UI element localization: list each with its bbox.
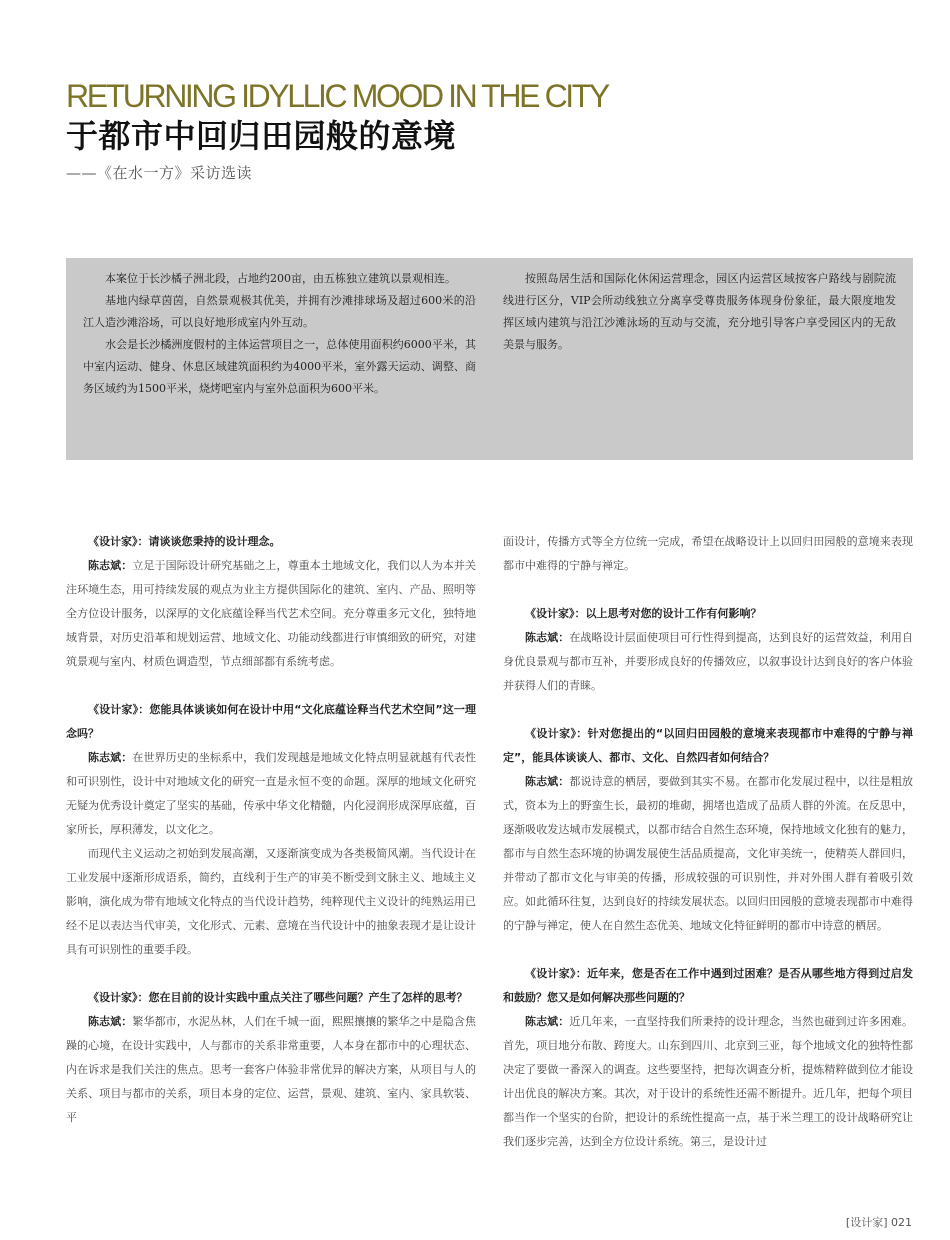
article-column-right: [503, 530, 913, 1154]
interview-answer-continued: 面设计，传播方式等全方位统一完成，希望在战略设计上以回归田园般的意境来表现都市中难得的宁静与禅定。: [503, 535, 913, 572]
intro-paragraph: 按照岛居生活和国际化休闲运营理念，园区内运营区域按客户路线与剧院流线进行区分，VIP会所动线独立分离享受尊贵服务体现身份象征，最大限度地发挥区域内建筑与沿江沙滩泳场的互动与交流，充分地引导客户享受园区内的无敌美景与服务。: [503, 272, 896, 351]
speaker-label: 陈志斌：: [88, 1015, 133, 1028]
page-footer: [846, 1214, 912, 1230]
title-english: RETURNING IDYLLIC MOOD IN THE CITY: [66, 78, 608, 114]
magazine-name: [设计家]: [845, 1216, 888, 1229]
speaker-label: 陈志斌：: [88, 751, 133, 764]
intro-column-left: [83, 268, 476, 400]
interview-answer: 陈志斌：在世界历史的坐标系中，我们发现越是地域文化特点明显就越有代表性和可识别性，设计中对地域文化的研究一直是永恒不变的命题。深厚的地域文化研究无疑为优秀设计奠定了坚实的基础，传承中华文化精髓，内化浸润形成深厚底蕴，百家所长，厚积薄发，以文化之。: [66, 751, 477, 836]
interview-question: 《设计家》：针对您提出的“以回归田园般的意境来表现都市中难得的宁静与禅定”，能具体谈谈人、都市、文化、自然四者如何结合？: [503, 727, 913, 764]
intro-paragraph: 水会是长沙橘洲度假村的主体运营项目之一，总体使用面积约6000平米，其中室内运动、健身、休息区域建筑面积约为4000平米，室外露天运动、调整、商务区域约为1500平米，烧烤吧室内与室外总面积为600平米。: [83, 338, 476, 395]
interview-answer: 陈志斌：近几年来，一直坚持我们所秉持的设计理念，当然也碰到过许多困难。首先，项目地分布散、跨度大。山东到四川、北京到三亚，每个地域文化的独特性都决定了要做一番深入的调查。这些要坚持，把每次调查分析，提炼精粹做到位才能设计出优良的解决方案。其次，对于设计的系统性还需不断提升。近几年，把每个项目都当作一个坚实的台阶，把设计的系统性提高一点，基于米兰理工的设计战略研究让我们逐步完善，达到全方位设计系统。第三，是设计过: [503, 1015, 914, 1148]
title-chinese: 于都市中回归田园般的意境: [66, 117, 457, 155]
speaker-label: 陈志斌：: [88, 559, 133, 572]
intro-paragraph: 本案位于长沙橘子洲北段，占地约200亩，由五栋独立建筑以景观相连。: [105, 272, 456, 285]
page-number: 021: [891, 1216, 912, 1229]
interview-answer: 陈志斌：立足于国际设计研究基础之上，尊重本土地域文化，我们以人为本并关注环境生态，用可持续发展的观点为业主方提供国际化的建筑、室内、产品、照明等全方位设计服务，以深厚的文化底蕴诠释当代艺术空间。充分尊重多元文化，独特地域背景，对历史沿革和规划运营、地域文化、功能动线都进行审慎细致的研究，对建筑景观与室内、材质色调造型，节点细部都有系统考虑。: [66, 559, 477, 668]
speaker-label: 陈志斌：: [525, 775, 570, 788]
interview-answer: 陈志斌：都说诗意的栖居，要做到其实不易。在都市化发展过程中，以往是粗放式，资本为上的野蛮生长，最初的堆砌，拥堵也造成了品质人群的外流。在反思中，逐渐吸收发达城市发展模式，以都市结合自然生态环境，保持地域文化独有的魅力，都市与自然生态环境的协调发展使生活品质提高，文化审美统一，使精英人群回归，并带动了都市文化与审美的传播，形成较强的可识别性，并对外围人群有着吸引效应。如此循环往复，达到良好的持续发展状态。以回归田园般的意境表现都市中难得的宁静与禅定，使人在自然生态优美、地域文化特征鲜明的都市中诗意的栖居。: [503, 775, 914, 932]
interview-answer: 陈志斌：繁华都市，水泥丛林，人们在千城一面，熙熙攘攘的繁华之中是隐含焦躁的心境，在设计实践中，人与都市的关系非常重要，人本身在都市中的心理状态、内在诉求是我们关注的焦点。思考一套客户体验非常优异的解决方案，从项目与人的关系、项目与都市的关系，项目本身的定位、运营，景观、建筑、室内、家具软装、平: [66, 1015, 477, 1124]
interview-question: 《设计家》：以上思考对您的设计工作有何影响？: [525, 607, 762, 620]
interview-question: 《设计家》：您能具体谈谈如何在设计中用“文化底蕴诠释当代艺术空间”这一理念吗？: [66, 703, 476, 740]
interview-answer: 陈志斌：在战略设计层面使项目可行性得到提高，达到良好的运营效益，利用自身优良景观与都市互补，并要形成良好的传播效应，以叙事设计达到良好的客户体验并获得人们的青睐。: [503, 631, 914, 692]
interview-question: 《设计家》：请谈谈您秉持的设计理念。: [88, 535, 281, 548]
interview-answer: 而现代主义运动之初始到发展高潮，又逐渐演变成为各类极简风潮。当代设计在工业发展中逐渐形成语系，简约，直线利于生产的审美不断受到文脉主义、地域主义影响，演化成为带有地域文化特点的当代设计趋势，纯粹现代主义设计的纯熟运用已经不足以表达当代审美，文化形式、元素、意境在当代设计中的抽象表现才是让设计具有可识别性的重要手段。: [66, 847, 476, 956]
interview-question: 《设计家》：近年来，您是否在工作中遇到过困难？是否从哪些地方得到过启发和鼓励？您又是如何解决那些问题的？: [503, 967, 913, 1004]
speaker-label: 陈志斌：: [525, 1015, 570, 1028]
intro-paragraph: 基地内绿草茵茵，自然景观极其优美，并拥有沙滩排球场及超过600米的沿江人造沙滩浴场，可以良好地形成室内外互动。: [83, 294, 476, 329]
intro-column-right: [503, 268, 896, 356]
article-column-left: [66, 530, 476, 1130]
interview-question: 《设计家》：您在目前的设计实践中重点关注了哪些问题？产生了怎样的思考？: [88, 991, 468, 1004]
speaker-label: 陈志斌：: [525, 631, 570, 644]
subtitle: ——《在水一方》采访选读: [66, 164, 253, 182]
